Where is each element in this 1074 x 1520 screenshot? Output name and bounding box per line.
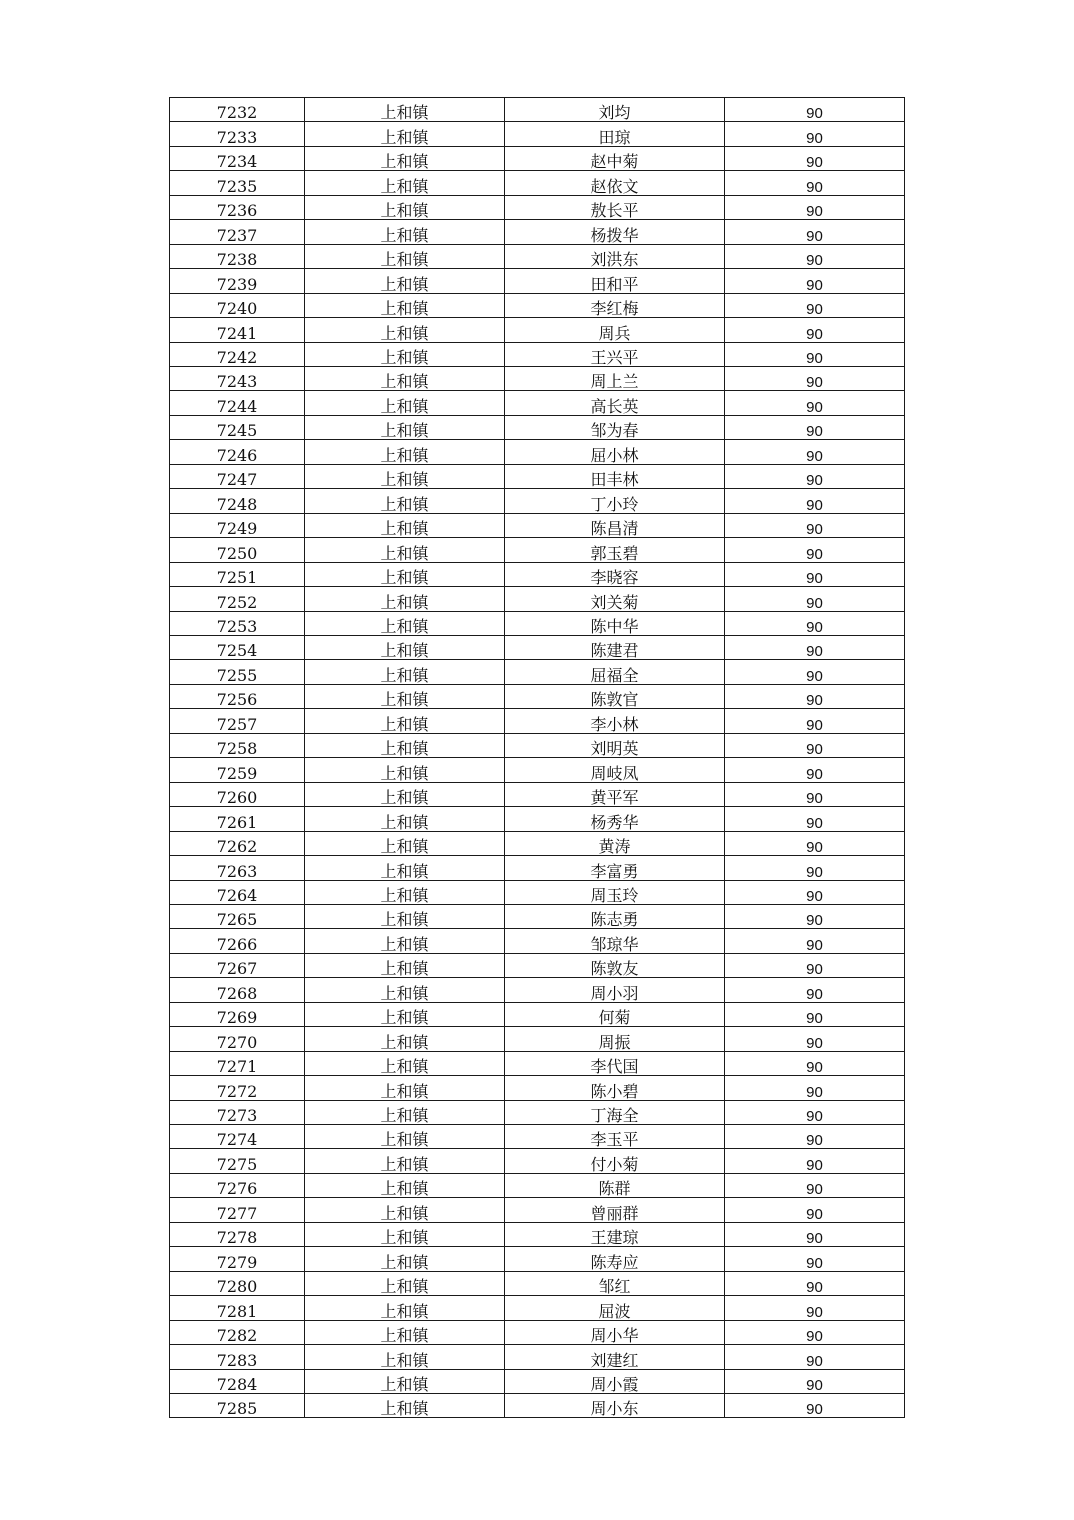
row-id-cell: 7257 <box>170 709 305 733</box>
row-amount-cell: 90 <box>725 1100 905 1124</box>
table-row <box>170 1296 905 1320</box>
row-town-cell: 上和镇 <box>305 1027 505 1051</box>
row-name-cell: 陈小碧 <box>505 1076 725 1100</box>
row-town-cell: 上和镇 <box>305 366 505 390</box>
table-row <box>170 1076 905 1100</box>
table-row <box>170 1394 905 1418</box>
row-amount-cell: 90 <box>725 269 905 293</box>
row-name-cell: 敖长平 <box>505 195 725 219</box>
row-id-cell: 7253 <box>170 611 305 635</box>
row-amount-cell: 90 <box>725 366 905 390</box>
row-amount-cell: 90 <box>725 807 905 831</box>
row-name-cell: 周玉玲 <box>505 880 725 904</box>
row-name-cell: 黄涛 <box>505 831 725 855</box>
row-name-cell: 屈小林 <box>505 440 725 464</box>
row-name-cell: 何菊 <box>505 1002 725 1026</box>
row-amount-cell: 90 <box>725 391 905 415</box>
table-row <box>170 1100 905 1124</box>
table-row <box>170 953 905 977</box>
table-row <box>170 929 905 953</box>
row-name-cell: 屈波 <box>505 1296 725 1320</box>
row-id-cell: 7255 <box>170 660 305 684</box>
row-name-cell: 周小东 <box>505 1394 725 1418</box>
row-id-cell: 7233 <box>170 122 305 146</box>
table-row <box>170 733 905 757</box>
table-row <box>170 660 905 684</box>
row-amount-cell: 90 <box>725 1271 905 1295</box>
row-id-cell: 7265 <box>170 904 305 928</box>
table-row <box>170 684 905 708</box>
row-town-cell: 上和镇 <box>305 782 505 806</box>
row-id-cell: 7281 <box>170 1296 305 1320</box>
row-amount-cell: 90 <box>725 758 905 782</box>
row-town-cell: 上和镇 <box>305 1369 505 1393</box>
row-amount-cell: 90 <box>725 1247 905 1271</box>
row-name-cell: 屈福全 <box>505 660 725 684</box>
row-town-cell: 上和镇 <box>305 831 505 855</box>
row-town-cell: 上和镇 <box>305 1271 505 1295</box>
row-town-cell: 上和镇 <box>305 1149 505 1173</box>
table-row <box>170 513 905 537</box>
row-name-cell: 高长英 <box>505 391 725 415</box>
table-row <box>170 758 905 782</box>
row-amount-cell: 90 <box>725 929 905 953</box>
row-name-cell: 周小霞 <box>505 1369 725 1393</box>
row-name-cell: 周小华 <box>505 1320 725 1344</box>
row-id-cell: 7264 <box>170 880 305 904</box>
row-name-cell: 陈志勇 <box>505 904 725 928</box>
row-name-cell: 王建琼 <box>505 1222 725 1246</box>
table-row <box>170 1369 905 1393</box>
table-row <box>170 831 905 855</box>
row-id-cell: 7248 <box>170 489 305 513</box>
row-id-cell: 7244 <box>170 391 305 415</box>
table-row <box>170 1247 905 1271</box>
table-row <box>170 709 905 733</box>
row-name-cell: 陈敦官 <box>505 684 725 708</box>
row-amount-cell: 90 <box>725 1076 905 1100</box>
row-name-cell: 田和平 <box>505 269 725 293</box>
row-town-cell: 上和镇 <box>305 684 505 708</box>
row-amount-cell: 90 <box>725 856 905 880</box>
row-id-cell: 7272 <box>170 1076 305 1100</box>
row-name-cell: 陈昌清 <box>505 513 725 537</box>
row-town-cell: 上和镇 <box>305 611 505 635</box>
row-id-cell: 7251 <box>170 562 305 586</box>
row-name-cell: 刘建红 <box>505 1345 725 1369</box>
row-id-cell: 7276 <box>170 1173 305 1197</box>
table-row <box>170 195 905 219</box>
row-town-cell: 上和镇 <box>305 807 505 831</box>
row-town-cell: 上和镇 <box>305 1296 505 1320</box>
row-amount-cell: 90 <box>725 538 905 562</box>
row-amount-cell: 90 <box>725 1222 905 1246</box>
row-town-cell: 上和镇 <box>305 1320 505 1344</box>
row-town-cell: 上和镇 <box>305 220 505 244</box>
table-row <box>170 587 905 611</box>
row-id-cell: 7241 <box>170 318 305 342</box>
row-id-cell: 7278 <box>170 1222 305 1246</box>
row-town-cell: 上和镇 <box>305 269 505 293</box>
row-amount-cell: 90 <box>725 464 905 488</box>
row-id-cell: 7250 <box>170 538 305 562</box>
row-amount-cell: 90 <box>725 733 905 757</box>
row-name-cell: 田丰林 <box>505 464 725 488</box>
row-town-cell: 上和镇 <box>305 1345 505 1369</box>
table-row <box>170 391 905 415</box>
row-amount-cell: 90 <box>725 1002 905 1026</box>
row-id-cell: 7269 <box>170 1002 305 1026</box>
row-name-cell: 李小林 <box>505 709 725 733</box>
row-amount-cell: 90 <box>725 1345 905 1369</box>
row-name-cell: 周兵 <box>505 318 725 342</box>
row-id-cell: 7238 <box>170 244 305 268</box>
row-town-cell: 上和镇 <box>305 464 505 488</box>
row-id-cell: 7280 <box>170 1271 305 1295</box>
row-name-cell: 陈中华 <box>505 611 725 635</box>
table-row <box>170 978 905 1002</box>
row-id-cell: 7232 <box>170 98 305 122</box>
row-id-cell: 7262 <box>170 831 305 855</box>
row-town-cell: 上和镇 <box>305 660 505 684</box>
row-id-cell: 7242 <box>170 342 305 366</box>
table-row <box>170 782 905 806</box>
table-row <box>170 146 905 170</box>
row-town-cell: 上和镇 <box>305 1100 505 1124</box>
row-name-cell: 田琼 <box>505 122 725 146</box>
row-town-cell: 上和镇 <box>305 146 505 170</box>
row-id-cell: 7267 <box>170 953 305 977</box>
row-name-cell: 陈群 <box>505 1173 725 1197</box>
row-id-cell: 7270 <box>170 1027 305 1051</box>
row-amount-cell: 90 <box>725 146 905 170</box>
row-amount-cell: 90 <box>725 1149 905 1173</box>
row-amount-cell: 90 <box>725 1051 905 1075</box>
table-row <box>170 98 905 122</box>
row-id-cell: 7235 <box>170 171 305 195</box>
row-amount-cell: 90 <box>725 98 905 122</box>
table-row <box>170 856 905 880</box>
row-amount-cell: 90 <box>725 562 905 586</box>
row-amount-cell: 90 <box>725 1173 905 1197</box>
table-row <box>170 1125 905 1149</box>
row-name-cell: 李富勇 <box>505 856 725 880</box>
row-id-cell: 7261 <box>170 807 305 831</box>
row-name-cell: 邹为春 <box>505 415 725 439</box>
row-town-cell: 上和镇 <box>305 171 505 195</box>
row-name-cell: 刘明英 <box>505 733 725 757</box>
row-amount-cell: 90 <box>725 171 905 195</box>
row-amount-cell: 90 <box>725 978 905 1002</box>
row-town-cell: 上和镇 <box>305 880 505 904</box>
row-town-cell: 上和镇 <box>305 562 505 586</box>
row-town-cell: 上和镇 <box>305 195 505 219</box>
table-row <box>170 1027 905 1051</box>
row-town-cell: 上和镇 <box>305 513 505 537</box>
row-town-cell: 上和镇 <box>305 587 505 611</box>
row-name-cell: 郭玉碧 <box>505 538 725 562</box>
row-name-cell: 邹琼华 <box>505 929 725 953</box>
row-town-cell: 上和镇 <box>305 1002 505 1026</box>
row-name-cell: 刘洪东 <box>505 244 725 268</box>
row-town-cell: 上和镇 <box>305 1394 505 1418</box>
row-name-cell: 李代国 <box>505 1051 725 1075</box>
row-id-cell: 7249 <box>170 513 305 537</box>
row-amount-cell: 90 <box>725 587 905 611</box>
table-row <box>170 1222 905 1246</box>
row-name-cell: 刘均 <box>505 98 725 122</box>
row-name-cell: 赵依文 <box>505 171 725 195</box>
row-id-cell: 7271 <box>170 1051 305 1075</box>
row-town-cell: 上和镇 <box>305 1173 505 1197</box>
row-amount-cell: 90 <box>725 831 905 855</box>
table-row <box>170 1173 905 1197</box>
row-amount-cell: 90 <box>725 415 905 439</box>
row-town-cell: 上和镇 <box>305 318 505 342</box>
row-town-cell: 上和镇 <box>305 904 505 928</box>
table-row <box>170 538 905 562</box>
row-town-cell: 上和镇 <box>305 1076 505 1100</box>
table-row <box>170 1198 905 1222</box>
table-row <box>170 1149 905 1173</box>
row-name-cell: 杨拨华 <box>505 220 725 244</box>
row-name-cell: 邹红 <box>505 1271 725 1295</box>
table-row <box>170 1051 905 1075</box>
row-id-cell: 7237 <box>170 220 305 244</box>
row-amount-cell: 90 <box>725 122 905 146</box>
row-amount-cell: 90 <box>725 1125 905 1149</box>
table-row <box>170 464 905 488</box>
row-id-cell: 7243 <box>170 366 305 390</box>
row-id-cell: 7283 <box>170 1345 305 1369</box>
table-row <box>170 489 905 513</box>
row-amount-cell: 90 <box>725 1320 905 1344</box>
row-name-cell: 周上兰 <box>505 366 725 390</box>
row-id-cell: 7284 <box>170 1369 305 1393</box>
row-name-cell: 曾丽群 <box>505 1198 725 1222</box>
table-row <box>170 904 905 928</box>
row-name-cell: 付小菊 <box>505 1149 725 1173</box>
table-row <box>170 269 905 293</box>
row-id-cell: 7256 <box>170 684 305 708</box>
row-amount-cell: 90 <box>725 342 905 366</box>
table-row <box>170 171 905 195</box>
row-town-cell: 上和镇 <box>305 342 505 366</box>
roster-table <box>169 97 905 1418</box>
row-town-cell: 上和镇 <box>305 1222 505 1246</box>
row-amount-cell: 90 <box>725 635 905 659</box>
row-id-cell: 7247 <box>170 464 305 488</box>
row-amount-cell: 90 <box>725 195 905 219</box>
row-id-cell: 7236 <box>170 195 305 219</box>
row-name-cell: 黄平军 <box>505 782 725 806</box>
row-name-cell: 杨秀华 <box>505 807 725 831</box>
table-row <box>170 244 905 268</box>
row-id-cell: 7275 <box>170 1149 305 1173</box>
row-town-cell: 上和镇 <box>305 953 505 977</box>
row-id-cell: 7234 <box>170 146 305 170</box>
row-id-cell: 7279 <box>170 1247 305 1271</box>
table-row <box>170 342 905 366</box>
table-row <box>170 562 905 586</box>
row-id-cell: 7252 <box>170 587 305 611</box>
row-amount-cell: 90 <box>725 1198 905 1222</box>
row-id-cell: 7258 <box>170 733 305 757</box>
row-amount-cell: 90 <box>725 611 905 635</box>
row-name-cell: 丁小玲 <box>505 489 725 513</box>
row-name-cell: 陈敦友 <box>505 953 725 977</box>
row-amount-cell: 90 <box>725 1027 905 1051</box>
row-name-cell: 丁海全 <box>505 1100 725 1124</box>
row-id-cell: 7245 <box>170 415 305 439</box>
row-id-cell: 7246 <box>170 440 305 464</box>
row-id-cell: 7266 <box>170 929 305 953</box>
row-town-cell: 上和镇 <box>305 538 505 562</box>
row-town-cell: 上和镇 <box>305 1198 505 1222</box>
row-id-cell: 7263 <box>170 856 305 880</box>
row-town-cell: 上和镇 <box>305 733 505 757</box>
row-id-cell: 7282 <box>170 1320 305 1344</box>
row-id-cell: 7260 <box>170 782 305 806</box>
row-amount-cell: 90 <box>725 440 905 464</box>
table-row <box>170 415 905 439</box>
row-amount-cell: 90 <box>725 880 905 904</box>
row-amount-cell: 90 <box>725 513 905 537</box>
row-town-cell: 上和镇 <box>305 1125 505 1149</box>
row-name-cell: 李玉平 <box>505 1125 725 1149</box>
row-amount-cell: 90 <box>725 244 905 268</box>
row-town-cell: 上和镇 <box>305 415 505 439</box>
row-name-cell: 李红梅 <box>505 293 725 317</box>
row-name-cell: 赵中菊 <box>505 146 725 170</box>
row-name-cell: 王兴平 <box>505 342 725 366</box>
row-town-cell: 上和镇 <box>305 244 505 268</box>
row-id-cell: 7277 <box>170 1198 305 1222</box>
table-row <box>170 122 905 146</box>
row-town-cell: 上和镇 <box>305 391 505 415</box>
row-id-cell: 7259 <box>170 758 305 782</box>
row-name-cell: 周振 <box>505 1027 725 1051</box>
row-town-cell: 上和镇 <box>305 856 505 880</box>
row-id-cell: 7240 <box>170 293 305 317</box>
table-row <box>170 1271 905 1295</box>
row-id-cell: 7273 <box>170 1100 305 1124</box>
row-name-cell: 刘关菊 <box>505 587 725 611</box>
table-row <box>170 293 905 317</box>
table-row <box>170 611 905 635</box>
row-amount-cell: 90 <box>725 660 905 684</box>
table-row <box>170 318 905 342</box>
table-row <box>170 880 905 904</box>
row-amount-cell: 90 <box>725 904 905 928</box>
row-name-cell: 李晓容 <box>505 562 725 586</box>
row-town-cell: 上和镇 <box>305 122 505 146</box>
row-town-cell: 上和镇 <box>305 98 505 122</box>
roster-table-body <box>170 98 905 1418</box>
row-id-cell: 7268 <box>170 978 305 1002</box>
row-amount-cell: 90 <box>725 1369 905 1393</box>
row-name-cell: 周小羽 <box>505 978 725 1002</box>
row-amount-cell: 90 <box>725 293 905 317</box>
table-row <box>170 220 905 244</box>
row-town-cell: 上和镇 <box>305 1051 505 1075</box>
row-town-cell: 上和镇 <box>305 709 505 733</box>
table-row <box>170 440 905 464</box>
row-amount-cell: 90 <box>725 489 905 513</box>
row-id-cell: 7285 <box>170 1394 305 1418</box>
row-town-cell: 上和镇 <box>305 635 505 659</box>
row-id-cell: 7239 <box>170 269 305 293</box>
row-town-cell: 上和镇 <box>305 1247 505 1271</box>
row-town-cell: 上和镇 <box>305 489 505 513</box>
row-name-cell: 周岐凤 <box>505 758 725 782</box>
row-town-cell: 上和镇 <box>305 978 505 1002</box>
table-row <box>170 366 905 390</box>
table-row <box>170 807 905 831</box>
table-row <box>170 635 905 659</box>
row-amount-cell: 90 <box>725 953 905 977</box>
row-amount-cell: 90 <box>725 318 905 342</box>
row-amount-cell: 90 <box>725 684 905 708</box>
table-row <box>170 1345 905 1369</box>
row-amount-cell: 90 <box>725 1394 905 1418</box>
row-town-cell: 上和镇 <box>305 293 505 317</box>
row-amount-cell: 90 <box>725 782 905 806</box>
row-id-cell: 7274 <box>170 1125 305 1149</box>
row-id-cell: 7254 <box>170 635 305 659</box>
row-amount-cell: 90 <box>725 709 905 733</box>
row-name-cell: 陈寿应 <box>505 1247 725 1271</box>
row-town-cell: 上和镇 <box>305 440 505 464</box>
row-name-cell: 陈建君 <box>505 635 725 659</box>
row-town-cell: 上和镇 <box>305 758 505 782</box>
row-town-cell: 上和镇 <box>305 929 505 953</box>
row-amount-cell: 90 <box>725 220 905 244</box>
row-amount-cell: 90 <box>725 1296 905 1320</box>
table-row <box>170 1002 905 1026</box>
table-row <box>170 1320 905 1344</box>
